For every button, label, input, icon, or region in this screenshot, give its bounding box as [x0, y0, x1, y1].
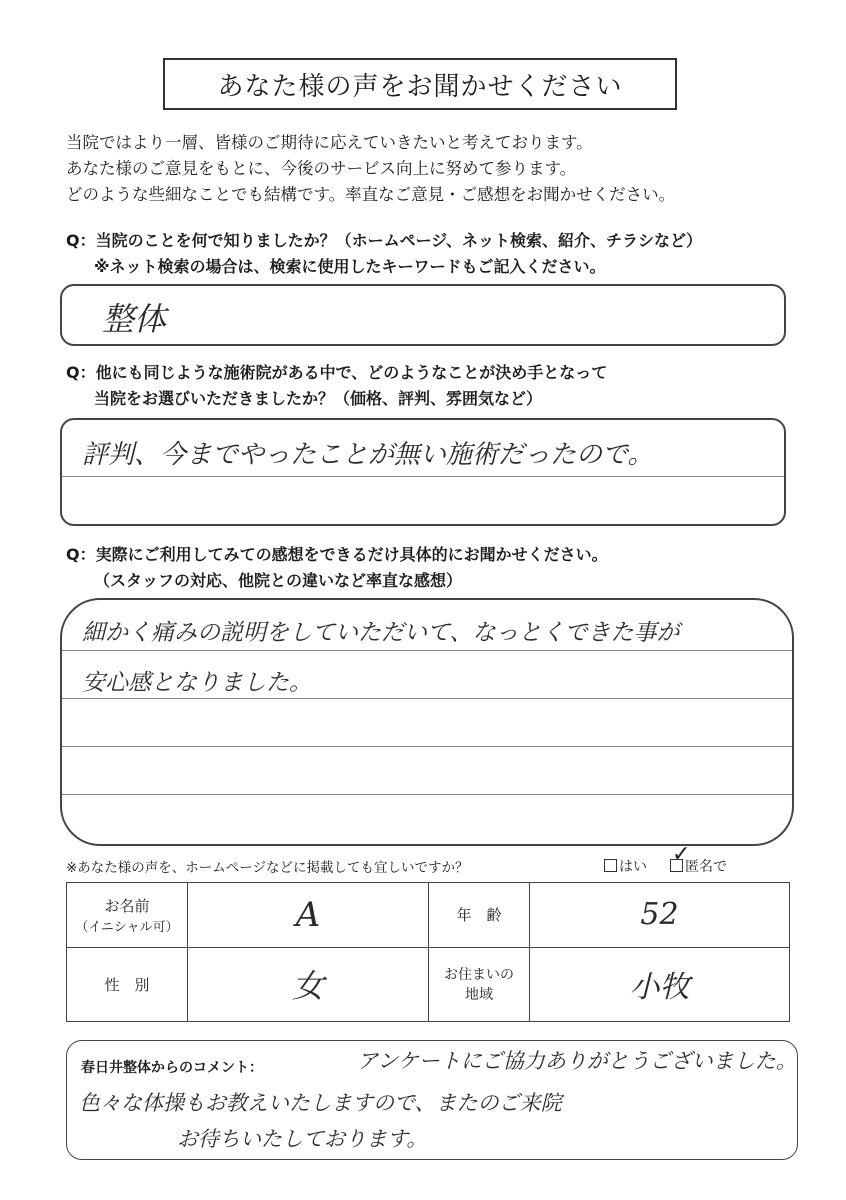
ruled-line [62, 746, 792, 747]
comment-handwriting-line: アンケートにご協力ありがとうございました。 [357, 1049, 797, 1073]
ruled-line [62, 794, 792, 795]
answer-3-handwriting-line: 細かく痛みの説明をしていただいて、なっとくできた事が [82, 620, 680, 646]
name-sub-label: （イニシャル可） [75, 919, 179, 935]
age-value-cell[interactable] [530, 883, 790, 948]
form-title: あなた様の声をお聞かせください [163, 58, 677, 110]
question-1 [66, 228, 702, 280]
comment-handwriting-line: お待ちいたしております。 [177, 1127, 428, 1151]
ruled-line [62, 476, 784, 477]
question-3-note: （スタッフの対応、他院との違いなど率直な感想） [94, 571, 463, 590]
publish-consent-question: ※あなた様の声を、ホームページなどに掲載しても宜しいですか？ [66, 860, 469, 876]
ruled-line [62, 698, 792, 699]
answer-box-1[interactable] [60, 284, 786, 346]
area-value: 小牧 [629, 970, 690, 1006]
area-label: お住まいの [444, 967, 514, 984]
gender-label-cell [67, 947, 188, 1021]
gender-label: 性 別 [104, 975, 150, 994]
name-label-cell [67, 883, 188, 948]
intro-text [66, 130, 806, 208]
age-value: 52 [640, 897, 679, 933]
name-value: A [295, 894, 321, 935]
ruled-line [62, 650, 792, 651]
answer-box-2[interactable] [60, 418, 786, 526]
intro-line: 当院ではより一層、皆様のご期待に応えていきたいと考えております。 [66, 133, 593, 152]
question-3 [66, 542, 608, 594]
comment-handwriting-line: 色々な体操もお教えいたしますので、またのご来院 [79, 1091, 562, 1115]
answer-box-3[interactable] [60, 598, 794, 846]
gender-value: 女 [291, 967, 324, 1006]
option-yes[interactable] [604, 856, 647, 876]
intro-line: あなた様のご意見をもとに、今後のサービス向上に努めて参ります。 [66, 159, 577, 178]
intro-line: どのような些細なことでも結構です。率直なご意見・ご感想をお聞かせください。 [66, 185, 676, 204]
age-label-cell [429, 883, 530, 948]
question-3-text: Q：実際にご利用してみての感想をできるだけ具体的にお聞かせください。 [66, 545, 608, 564]
answer-3-handwriting-line: 安心感となりました。 [82, 670, 312, 696]
name-label: お名前 [104, 896, 150, 915]
check-mark-icon: ✓ [672, 842, 691, 867]
checkbox-icon[interactable] [604, 859, 617, 872]
clinic-comment-box [66, 1040, 798, 1160]
question-2 [66, 360, 607, 412]
question-2-text: Q：他にも同じような施術院がある中で、どのようなことが決め手となって [66, 363, 608, 382]
answer-2-handwriting: 評判、今までやったことが無い施術だったので。 [82, 440, 654, 470]
question-1-note: ※ネット検索の場合は、検索に使用したキーワードもご記入ください。 [94, 257, 606, 276]
question-2-text-cont: 当院をお選びいただきましたか？（価格、評判、雰囲気など） [94, 389, 543, 408]
name-value-cell[interactable] [188, 883, 429, 948]
gender-value-cell[interactable] [188, 947, 429, 1021]
area-label-2: 地域 [465, 987, 493, 1004]
area-value-cell[interactable] [530, 947, 790, 1021]
comment-label: 春日井整体からのコメント： [81, 1060, 263, 1076]
age-label: 年 齢 [456, 906, 502, 925]
respondent-info-table [66, 882, 790, 1022]
option-anonymous-label: 匿名で [685, 859, 727, 875]
answer-1-handwriting: 整体 [102, 300, 167, 338]
question-1-text: Q：当院のことを何で知りましたか？（ホームページ、ネット検索、紹介、チラシなど） [66, 231, 703, 250]
option-yes-label: はい [619, 859, 647, 875]
area-label-cell [429, 947, 530, 1021]
